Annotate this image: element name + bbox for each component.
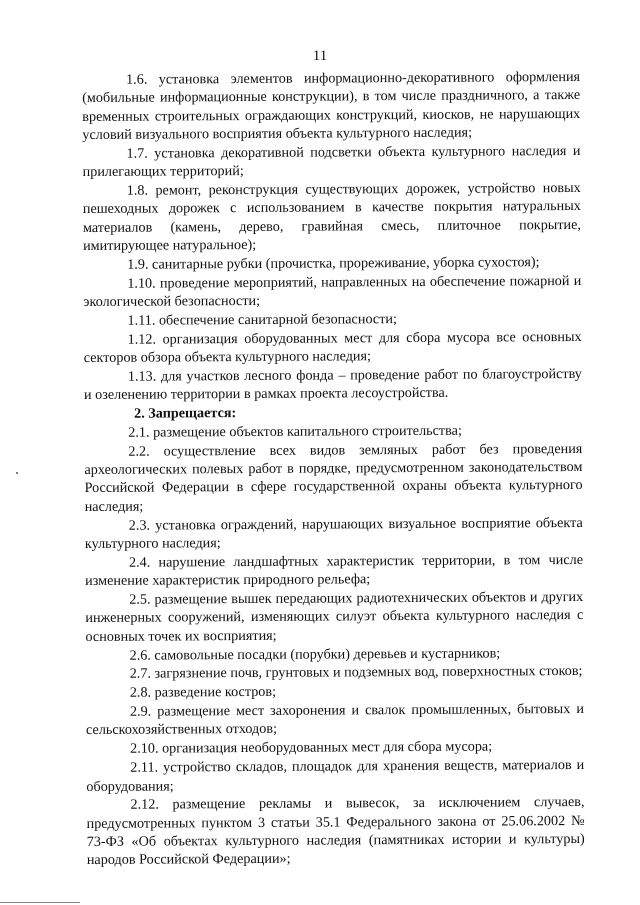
item-1-12: 1.12. организация оборудованных мест для сбора мусора все основных секторов обзора объекта культурного наследия;	[83, 328, 582, 367]
item-1-8: 1.8. ремонт, реконструкция существующих дорожек, устройство новых пешеходных дорожек с использованием в качестве покрытия натуральных материалов (камень, дерево, гравийная смесь, плиточное покрытие, имитирующее натуральное);	[82, 179, 581, 254]
item-2-12: 2.12. размещение рекламы и вывесок, за исключением случаев, предусмотренных пунктом 3 статьи 35.1 Федерального закона от 25.06.2002 № 73-ФЗ «Об объектах культурного наследия (памятниках истории и культуры) народов Российской Федерации»;	[86, 794, 585, 869]
item-2-8: 2.8. разведение костров;	[129, 684, 277, 702]
item-1-11: 1.11. обеспечение санитарной безопасности;	[127, 310, 397, 329]
item-2-6: 2.6. самовольные посадки (порубки) деревьев и кустарников;	[129, 644, 501, 664]
item-2-10: 2.10. организация необорудованных мест для сбора мусора;	[130, 738, 493, 758]
item-2-7: 2.7. загрязнение почв, грунтовых и подземных вод, поверхностных стоков;	[129, 663, 583, 683]
item-2-1: 2.1. размещение объектов капитального строительства;	[128, 422, 462, 441]
section-2-heading: 2. Запрещается:	[134, 405, 237, 422]
item-1-10: 1.10. проведение мероприятий, направленных на обеспечение пожарной и экологической безопасности;	[83, 272, 582, 310]
item-1-9: 1.9. санитарные рубки (прочистка, прореживание, уборка сухостоя);	[127, 253, 540, 273]
document-body	[82, 68, 585, 870]
item-1-13: 1.13. для участков лесного фонда – проведение работ по благоустройству и озеленению территории в рамках проекта лесоустройства.	[83, 365, 582, 404]
item-1-7: 1.7. установка декоративной подсветки объекта культурного наследия и прилегающих территорий;	[82, 142, 581, 181]
item-2-9: 2.9. размещение мест захоронения и свалок промышленных, бытовых и сельскохозяйственных отходов;	[85, 701, 584, 739]
item-2-3: 2.3. установка ограждений, нарушающих визуальное восприятие объекта культурного наследия;	[84, 514, 583, 552]
item-2-4: 2.4. нарушение ландшафтных характеристик территории, в том числе изменение характеристик природного рельефа;	[85, 551, 584, 590]
page-number: 11	[312, 48, 328, 64]
scan-edge-line	[0, 902, 80, 903]
item-1-6: 1.6. установка элементов информационно-декоративного оформления (мобильные информационные конструкции), в том числе праздничного, а также временных строительных ограждающих конструкций, киосков, не нарушающих условий визуального восприятия объекта культурного наследия;	[82, 68, 581, 143]
item-2-11: 2.11. устройство складов, площадок для хранения веществ, материалов и оборудования;	[86, 757, 585, 795]
item-2-5: 2.5. размещение вышек передающих радиотехнических объектов и других инженерных сооружений, изменяющих силуэт объекта культурного наследия с основных точек их восприятия;	[85, 588, 584, 645]
item-2-2: 2.2. осуществление всех видов земляных работ без проведения археологических полевых работ в порядке, предусмотренном законодательством Российской Федерации в сфере государственной охраны объекта культурного наследия;	[84, 440, 583, 515]
scan-speck	[16, 472, 18, 474]
